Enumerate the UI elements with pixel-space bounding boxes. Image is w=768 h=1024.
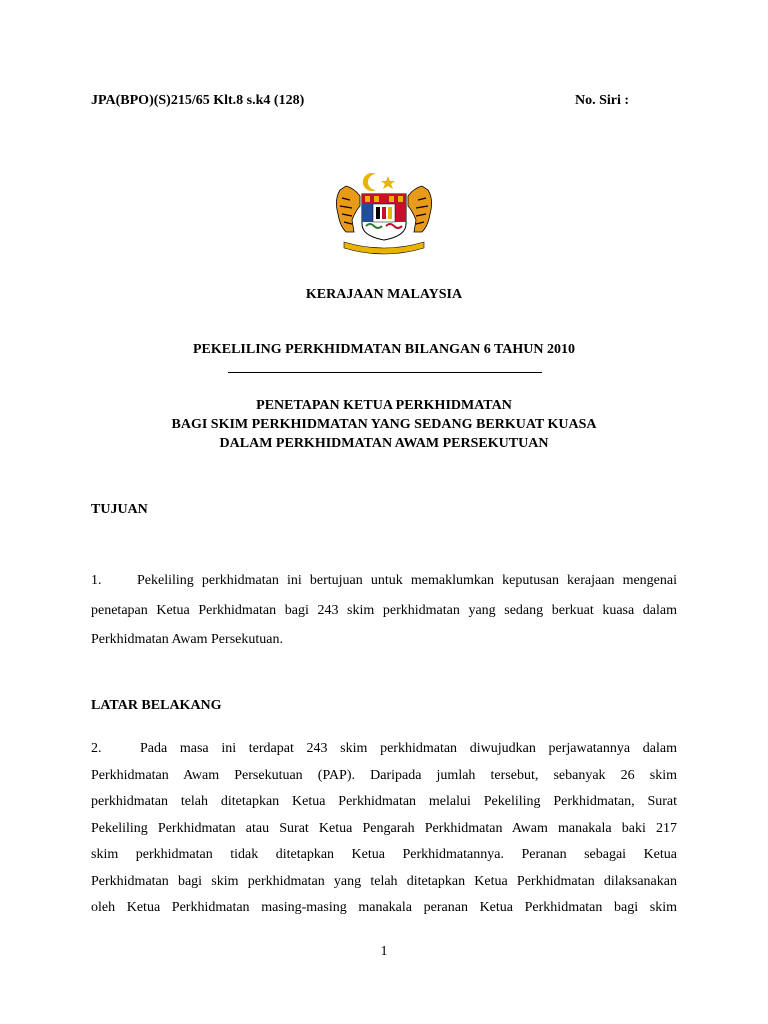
serial-number-label: No. Siri : <box>575 93 630 108</box>
paragraph-line: skim perkhidmatan tidak ditetapkan Ketua Perkhidmatannya. Peranan sebagai Ketua <box>91 847 677 862</box>
coat-of-arms-emblem <box>330 170 438 256</box>
paragraph-line: penetapan Ketua Perkhidmatan bagi 243 skim perkhidmatan yang sedang berkuat kuasa dalam <box>91 602 677 618</box>
section-heading-latar-belakang: LATAR BELAKANG <box>91 698 222 713</box>
section-heading-tujuan: TUJUAN <box>91 502 148 517</box>
paragraph-1 <box>91 573 677 662</box>
government-name: KERAJAAN MALAYSIA <box>305 287 463 302</box>
subject-title <box>0 396 768 453</box>
subject-line: PENETAPAN KETUA PERKHIDMATAN <box>256 398 512 413</box>
paragraph-line: Perkhidmatan Awam Persekutuan (PAP). Daripada jumlah tersebut, sebanyak 26 skim <box>91 767 677 783</box>
paragraph-line: Pekeliling Perkhidmatan atau Surat Ketua Pengarah Perkhidmatan Awam manakala baki 217 <box>91 820 677 836</box>
paragraph-line: oleh Ketua Perkhidmatan masing-masing manakala peranan Ketua Perkhidmatan bagi skim <box>91 900 677 915</box>
reference-number: JPA(BPO)(S)215/65 Klt.8 s.k4 (128) <box>91 93 305 108</box>
paragraph-line: 2. Pada masa ini terdapat 243 skim perkhidmatan diwujudkan perjawatannya dalam <box>91 741 677 756</box>
paragraph-line: Perkhidmatan bagi skim perkhidmatan yang telah ditetapkan Ketua Perkhidmatan dilaksanakan <box>91 873 677 889</box>
paragraph-number: 2. <box>91 741 102 756</box>
circular-title: PEKELILING PERKHIDMATAN BILANGAN 6 TAHUN 2010 <box>192 342 576 357</box>
paragraph-2 <box>91 741 677 927</box>
paragraph-line: Perkhidmatan Awam Persekutuan. <box>91 632 283 647</box>
subject-line: DALAM PERKHIDMATAN AWAM PERSEKUTUAN <box>219 436 549 451</box>
paragraph-line: 1. Pekeliling perkhidmatan ini bertujuan untuk memaklumkan keputusan kerajaan mengenai <box>91 573 677 588</box>
paragraph-line: perkhidmatan telah ditetapkan Ketua Perkhidmatan melalui Pekeliling Perkhidmatan, Surat <box>91 794 677 809</box>
page-number: 1 <box>380 944 388 959</box>
title-underline <box>228 372 542 373</box>
paragraph-number: 1. <box>91 573 102 588</box>
subject-line: BAGI SKIM PERKHIDMATAN YANG SEDANG BERKUAT KUASA <box>171 417 597 432</box>
